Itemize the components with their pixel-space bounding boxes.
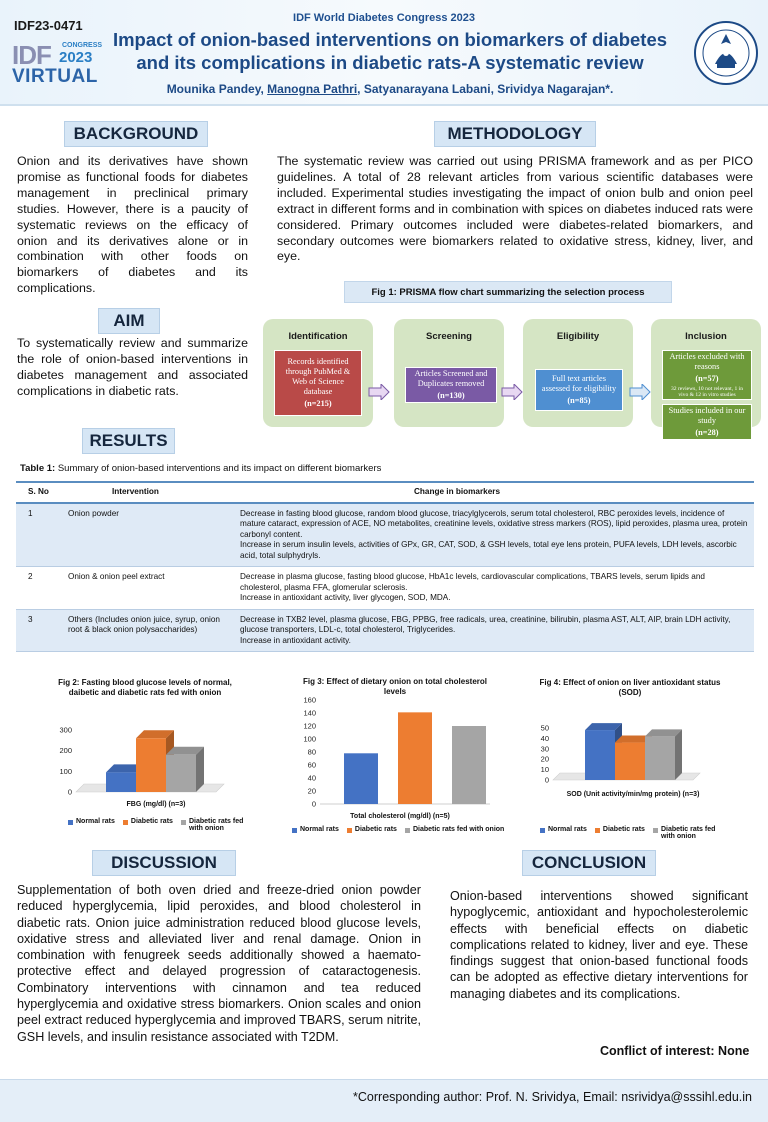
table-caption-label: Table 1: xyxy=(20,463,56,474)
box-text: Articles excluded with reasons xyxy=(669,351,745,371)
fig2-chart xyxy=(40,712,250,810)
idf-logo-virtual: VIRTUAL xyxy=(12,66,98,87)
table-caption-text: Summary of onion-based interventions and its impact on different biomarkers xyxy=(55,463,382,474)
cell-intervention xyxy=(62,567,234,610)
legend-item xyxy=(540,826,587,833)
prisma-title: Fig 1: PRISMA flow chart summarizing the selection process xyxy=(344,281,672,303)
legend-swatch xyxy=(405,828,410,833)
bar-0 xyxy=(344,753,378,804)
y-tick-label: 0 xyxy=(311,799,316,809)
bar-2 xyxy=(645,736,675,780)
bar-2 xyxy=(452,726,486,804)
flow-arrow-icon xyxy=(501,384,523,400)
legend-label: Diabetic rats fed with onion xyxy=(188,818,244,832)
idf-congress-logo xyxy=(12,40,102,90)
idf-logo-text: IDF xyxy=(12,40,51,70)
change-increase: Increase in antioxidant activity, liver glycogen, SOD, MDA. xyxy=(240,593,451,602)
bar-side-2 xyxy=(675,729,682,780)
bar-1 xyxy=(136,738,166,792)
poster-id: IDF23-0471 xyxy=(14,18,83,33)
methodology-heading: METHODOLOGY xyxy=(434,121,596,147)
cell-change xyxy=(234,609,754,652)
author-1: Mounika Pandey, xyxy=(166,82,268,96)
col-header-sno: S. No xyxy=(16,482,62,503)
legend-swatch xyxy=(292,828,297,833)
table-row xyxy=(16,567,754,610)
stage-label: Eligibility xyxy=(556,331,600,342)
cell-sno: 3 xyxy=(16,609,62,652)
x-axis-label: FBG (mg/dl) (n=3) xyxy=(126,801,186,808)
col-header-change: Change in biomarkers xyxy=(234,482,754,503)
idf-logo-congress: CONGRESS xyxy=(62,42,103,49)
methodology-text: The systematic review was carried out using PRISMA framework and as per PICO guidelines. A total of 28 relevant articles from various scientific databases were included. Experimental studies investigating the impact of onion bulb and onion peel extract in different forms and in combination with spices on diabetes induced rats were considered. Primary outcomes included were diabetes-related biomarkers, and secondary outcomes were biomarkers related to oxidative stress, kidney, liver, and eye. xyxy=(277,154,753,264)
legend-label: Normal rats xyxy=(548,826,587,833)
author-rest: , Satyanarayana Labani, Srividya Nagarajan*. xyxy=(357,82,614,96)
y-tick-label: 80 xyxy=(307,747,316,757)
fig2-legend xyxy=(68,818,258,832)
y-tick-label: 300 xyxy=(59,725,72,735)
legend-item xyxy=(123,818,173,825)
y-tick-label: 60 xyxy=(307,760,316,770)
legend-item xyxy=(347,826,397,833)
stage-label: Inclusion xyxy=(685,331,727,342)
box-detail: 32 reviews, 10 not relevant, 1 in vivo & 12 in vitro studies xyxy=(670,385,744,398)
legend-label: Diabetic rats fed with onion xyxy=(660,826,716,840)
y-tick-label: 0 xyxy=(544,775,549,785)
background-heading: BACKGROUND xyxy=(64,121,208,147)
corresponding-author: *Corresponding author: Prof. N. Srividya, Email: nsrividya@sssihl.edu.in xyxy=(353,1090,752,1104)
change-decrease: Decrease in plasma glucose, fasting blood glucose, HbA1c levels, cardiovascular complications, TBARS levels, serum lipids and cholesterol, plasma FFA, glomerular sclerosis. xyxy=(240,572,705,592)
bar-0 xyxy=(106,772,136,792)
conclusion-heading: CONCLUSION xyxy=(522,850,656,876)
legend-item xyxy=(595,826,645,833)
y-tick-label: 20 xyxy=(307,786,316,796)
stage-label: Identification xyxy=(288,331,348,342)
change-decrease: Decrease in fasting blood glucose, random blood glucose, triacylglycerols, serum total cholesterol, RBC peroxides levels, incidence of mature cataract, expression of ACE, NO metabolites, creatinine levels, oxidative stress markers (ROS), lipid peroxides, plasma urea, protein carbonyl content. xyxy=(240,508,748,539)
box-text: Records identified through PubMed & Web of Science database xyxy=(285,357,351,396)
y-tick-label: 50 xyxy=(540,723,549,733)
aim-heading: AIM xyxy=(98,308,160,334)
aim-text: To systematically review and summarize the role of onion-based interventions in diabetes management and associated complications in diabetic rats. xyxy=(17,336,248,398)
author-presenting: Manogna Pathri xyxy=(267,82,358,96)
fig3-chart xyxy=(288,690,498,820)
flow-arrow-icon xyxy=(368,384,390,400)
y-tick-label: 140 xyxy=(303,708,316,718)
legend-item xyxy=(653,826,717,840)
box-count: (n=57) xyxy=(695,373,719,383)
table-row xyxy=(16,503,754,567)
change-increase: Increase in antioxidant activity. xyxy=(240,635,351,645)
conflict-of-interest: Conflict of interest: None xyxy=(600,1044,750,1058)
fig4-legend xyxy=(540,826,750,840)
prisma-box-screening xyxy=(405,367,497,403)
cell-sno: 2 xyxy=(16,567,62,610)
change-decrease: Decrease in TXB2 level, plasma glucose, FBG, PPBG, free radicals, urea, creatinine, bilirubin, plasma AST, ALT, AIP, brain LDH activity, glucose transporters, LDL-c, total cholesterol, Triglycerides. xyxy=(240,614,731,634)
box-count: (n=215) xyxy=(304,399,332,408)
prisma-box-excluded xyxy=(662,350,752,400)
legend-swatch xyxy=(123,820,128,825)
y-tick-label: 40 xyxy=(307,773,316,783)
fig4-title: Fig 4: Effect of onion on liver antioxidant status (SOD) xyxy=(539,678,721,697)
x-axis-label: Total cholesterol (mg/dl) (n=5) xyxy=(350,813,450,820)
cell-intervention xyxy=(62,609,234,652)
legend-swatch xyxy=(595,828,600,833)
poster-header xyxy=(0,0,768,106)
legend-item xyxy=(292,826,339,833)
fig3-title: Fig 3: Effect of dietary onion on total cholesterol levels xyxy=(302,677,487,696)
table-caption xyxy=(20,463,381,474)
intervention-text: Others (Includes onion juice, syrup, onion root & black onion polysaccharides) xyxy=(68,614,220,634)
idf-logo-year: 2023 xyxy=(59,49,93,66)
legend-item xyxy=(405,826,504,833)
legend-label: Normal rats xyxy=(76,818,115,825)
cell-sno: 1 xyxy=(16,503,62,567)
discussion-heading: DISCUSSION xyxy=(92,850,236,876)
stage-label: Screening xyxy=(426,331,472,342)
intervention-text: Onion & onion peel extract xyxy=(68,572,165,581)
congress-name: IDF World Diabetes Congress 2023 xyxy=(293,12,475,24)
y-tick-label: 10 xyxy=(540,765,549,775)
legend-swatch xyxy=(540,828,545,833)
cell-intervention xyxy=(62,503,234,567)
y-tick-label: 100 xyxy=(303,734,316,744)
col-header-intervention: Intervention xyxy=(62,482,234,503)
y-tick-label: 0 xyxy=(67,787,72,797)
legend-item xyxy=(68,818,115,825)
table-row xyxy=(16,609,754,652)
fig3-legend xyxy=(292,826,512,833)
summary-table xyxy=(16,481,754,652)
institute-seal-icon xyxy=(693,20,759,86)
change-increase: Increase in serum insulin levels, activities of GPx, GR, CAT, SOD, & GSH levels, total eye lens protein, PUFA levels, LDH levels, ascorbic acid, total sulphydryls. xyxy=(240,540,737,560)
y-tick-label: 200 xyxy=(59,746,72,756)
legend-swatch xyxy=(653,828,658,833)
legend-label: Normal rats xyxy=(300,826,339,833)
author-list xyxy=(100,82,680,96)
poster-title: Impact of onion-based interventions on biomarkers of diabetes and its complications in diabetic rats-A systematic review xyxy=(112,29,668,73)
legend-label: Diabetic rats fed with onion xyxy=(412,826,505,833)
y-tick-label: 120 xyxy=(303,721,316,731)
flow-arrow-icon xyxy=(629,384,651,400)
legend-item xyxy=(181,818,245,832)
bar-1 xyxy=(615,743,645,780)
fig4-chart xyxy=(525,720,735,810)
x-axis-label: SOD (Unit activity/min/mg protein) (n=3) xyxy=(566,791,700,798)
intervention-text: Onion powder xyxy=(68,508,119,518)
bar-0 xyxy=(585,730,615,780)
y-tick-label: 100 xyxy=(59,766,72,776)
fig2-title: Fig 2: Fasting blood glucose levels of normal, daibetic and diabetic rats fed with onion xyxy=(58,678,232,697)
results-heading: RESULTS xyxy=(82,428,175,454)
background-text: Onion and its derivatives have shown promise as functional foods for diabetes management in preclinical primary studies. However, there is a paucity of systematic reviews on the efficacy of onion and its derivatives alone or in combination with other foods on biomarkers of diabetes and its complications. xyxy=(17,154,248,296)
box-count: (n=85) xyxy=(567,396,591,405)
bar-2 xyxy=(166,755,196,792)
legend-swatch xyxy=(181,820,186,825)
box-text: Articles Screened and Duplicates removed xyxy=(414,369,488,388)
cell-change xyxy=(234,567,754,610)
y-tick-label: 160 xyxy=(303,695,316,705)
legend-label: Diabetic rats xyxy=(602,826,645,833)
box-count: (n=28) xyxy=(695,428,719,437)
bar-1 xyxy=(398,712,432,804)
conclusion-text: Onion-based interventions showed significant hypoglycemic, antioxidant and hypocholesterolemic effects with beneficial effects on diabetic complications related to kidney, liver and eye. These findings suggest that onion-based functional foods can be adopted as effective dietary interventions for managing diabetes and its complications. xyxy=(450,889,748,1001)
y-tick-label: 40 xyxy=(540,733,549,743)
cell-change xyxy=(234,503,754,567)
prisma-box-eligibility xyxy=(535,369,623,411)
legend-swatch xyxy=(347,828,352,833)
box-text: Studies included in our study xyxy=(668,406,746,425)
box-count: (n=130) xyxy=(437,391,465,400)
y-tick-label: 20 xyxy=(540,754,549,764)
footer xyxy=(0,1079,768,1122)
legend-label: Diabetic rats xyxy=(354,826,397,833)
legend-swatch xyxy=(68,820,73,825)
prisma-box-identification xyxy=(274,350,362,416)
discussion-text: Supplementation of both oven dried and freeze-dried onion powder reduced hyperglycemia, lipid peroxides, and blood cholesterol in diabetic rats. Onion juice administration reduced blood glucose levels, oxidative stress and alleviated liver and renal damage. Onion in combination with fenugreek seeds additionally showed a haemato-protective effect and delayed progression of cataractogenesis. Combinatory interventions with cinnamon and tea reduced hyperglycemia and oxidative stress biomarkers. Onion scales and onion peel extract reduced hyperglycemia and improved TBARS, serum nitrite, GSH levels, and insulin resistance associated with T2DM. xyxy=(17,883,421,1044)
table-header-row xyxy=(16,482,754,503)
legend-label: Diabetic rats xyxy=(130,818,173,825)
box-text: Full text articles assessed for eligibility xyxy=(541,374,617,393)
y-tick-label: 30 xyxy=(540,744,549,754)
prisma-box-included xyxy=(662,404,752,440)
